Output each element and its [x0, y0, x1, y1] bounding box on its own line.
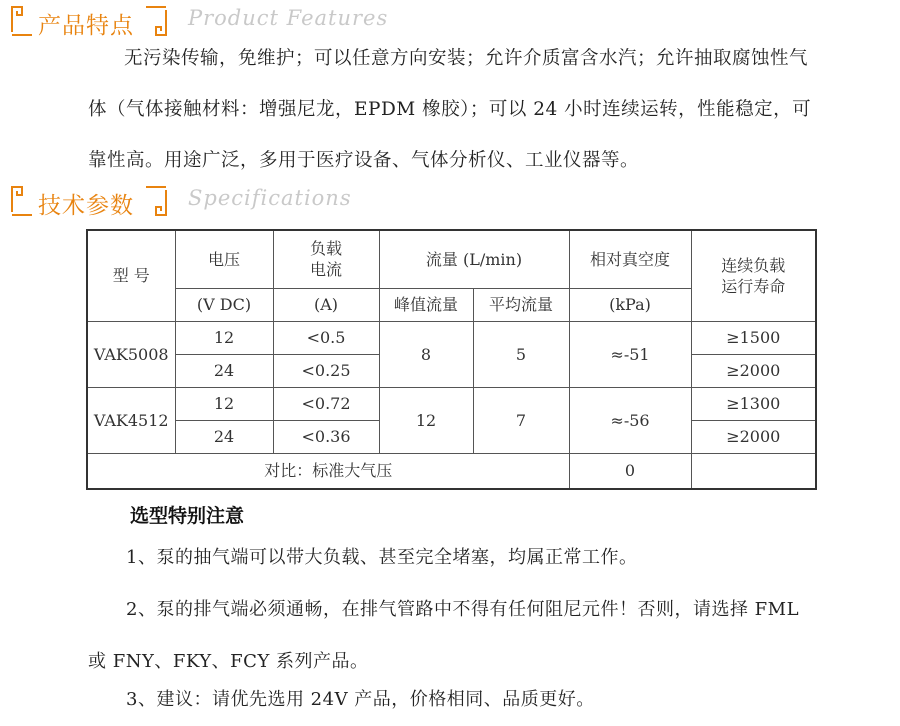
flow-peak-cell: 12: [379, 387, 473, 453]
current-cell: <0.25: [273, 354, 379, 387]
life-cell: ≥2000: [691, 420, 816, 453]
header-voltage-unit: (V DC): [175, 288, 273, 321]
specs-badge: [10, 184, 168, 218]
current-cell: <0.72: [273, 387, 379, 420]
specs-label: 技术参数: [38, 193, 134, 219]
note-item-1: 1、泵的抽气端可以带大负载、甚至完全堵塞，均属正常工作。: [126, 547, 638, 568]
table-reference-row: [87, 453, 816, 489]
header-flow: 流量 (L/min): [379, 230, 569, 288]
vacuum-cell: ≈-51: [569, 321, 691, 387]
header-model: 型 号: [87, 230, 175, 321]
features-english-title: Product Features: [188, 6, 389, 30]
header-current: [273, 230, 379, 288]
header-flow-avg: 平均流量: [473, 288, 569, 321]
flow-avg-cell: 5: [473, 321, 569, 387]
voltage-cell: 12: [175, 387, 273, 420]
note-item-2: 2、泵的排气端必须通畅，在排气管路中不得有任何阻尼元件！否则，请选择 FML 或 FNY、FKY、FCY 系列产品。: [88, 599, 800, 672]
header-voltage: 电压: [175, 230, 273, 288]
current-cell: <0.5: [273, 321, 379, 354]
header-flow-peak: 峰值流量: [379, 288, 473, 321]
voltage-cell: 24: [175, 354, 273, 387]
voltage-cell: 12: [175, 321, 273, 354]
features-label: 产品特点: [38, 13, 134, 39]
current-cell: <0.36: [273, 420, 379, 453]
reference-vacuum: 0: [569, 453, 691, 489]
header-vacuum: 相对真空度: [569, 230, 691, 288]
header-life-line1: 连续负载: [721, 255, 786, 275]
vacuum-cell: ≈-56: [569, 387, 691, 453]
voltage-cell: 24: [175, 420, 273, 453]
model-name: VAK5008: [87, 321, 175, 387]
table-row: [87, 321, 816, 354]
specs-english-title: Specifications: [188, 186, 352, 210]
header-current-line2: 电流: [309, 260, 342, 280]
life-cell: ≥1500: [691, 321, 816, 354]
notes-title: 选型特别注意: [130, 505, 245, 527]
features-paragraph: 无污染传输，免维护；可以任意方向安装；允许介质富含水汽；允许抽取腐蚀性气体（气体接触材料：增强尼龙，EPDM 橡胶）；可以 24 小时连续运转，性能稳定，可靠性高。用途广泛，多用于医疗设备、气体分析仪、工业仪器等。: [88, 48, 812, 171]
reference-label: 对比：标准大气压: [87, 453, 569, 489]
flow-avg-cell: 7: [473, 387, 569, 453]
header-current-line1: 负载: [309, 239, 342, 259]
table-header-row: [87, 230, 816, 288]
life-cell: ≥2000: [691, 354, 816, 387]
flow-peak-cell: 8: [379, 321, 473, 387]
life-cell: ≥1300: [691, 387, 816, 420]
table-row: [87, 387, 816, 420]
header-current-unit: (A): [273, 288, 379, 321]
model-name: VAK4512: [87, 387, 175, 453]
specs-table: [86, 229, 817, 490]
header-vacuum-unit: (kPa): [569, 288, 691, 321]
header-life-line2: 运行寿命: [721, 276, 786, 296]
reference-life-empty: [691, 453, 816, 489]
header-life: [691, 230, 816, 321]
note-item-3: 3、建议：请优先选用 24V 产品，价格相同、品质更好。: [126, 689, 595, 710]
